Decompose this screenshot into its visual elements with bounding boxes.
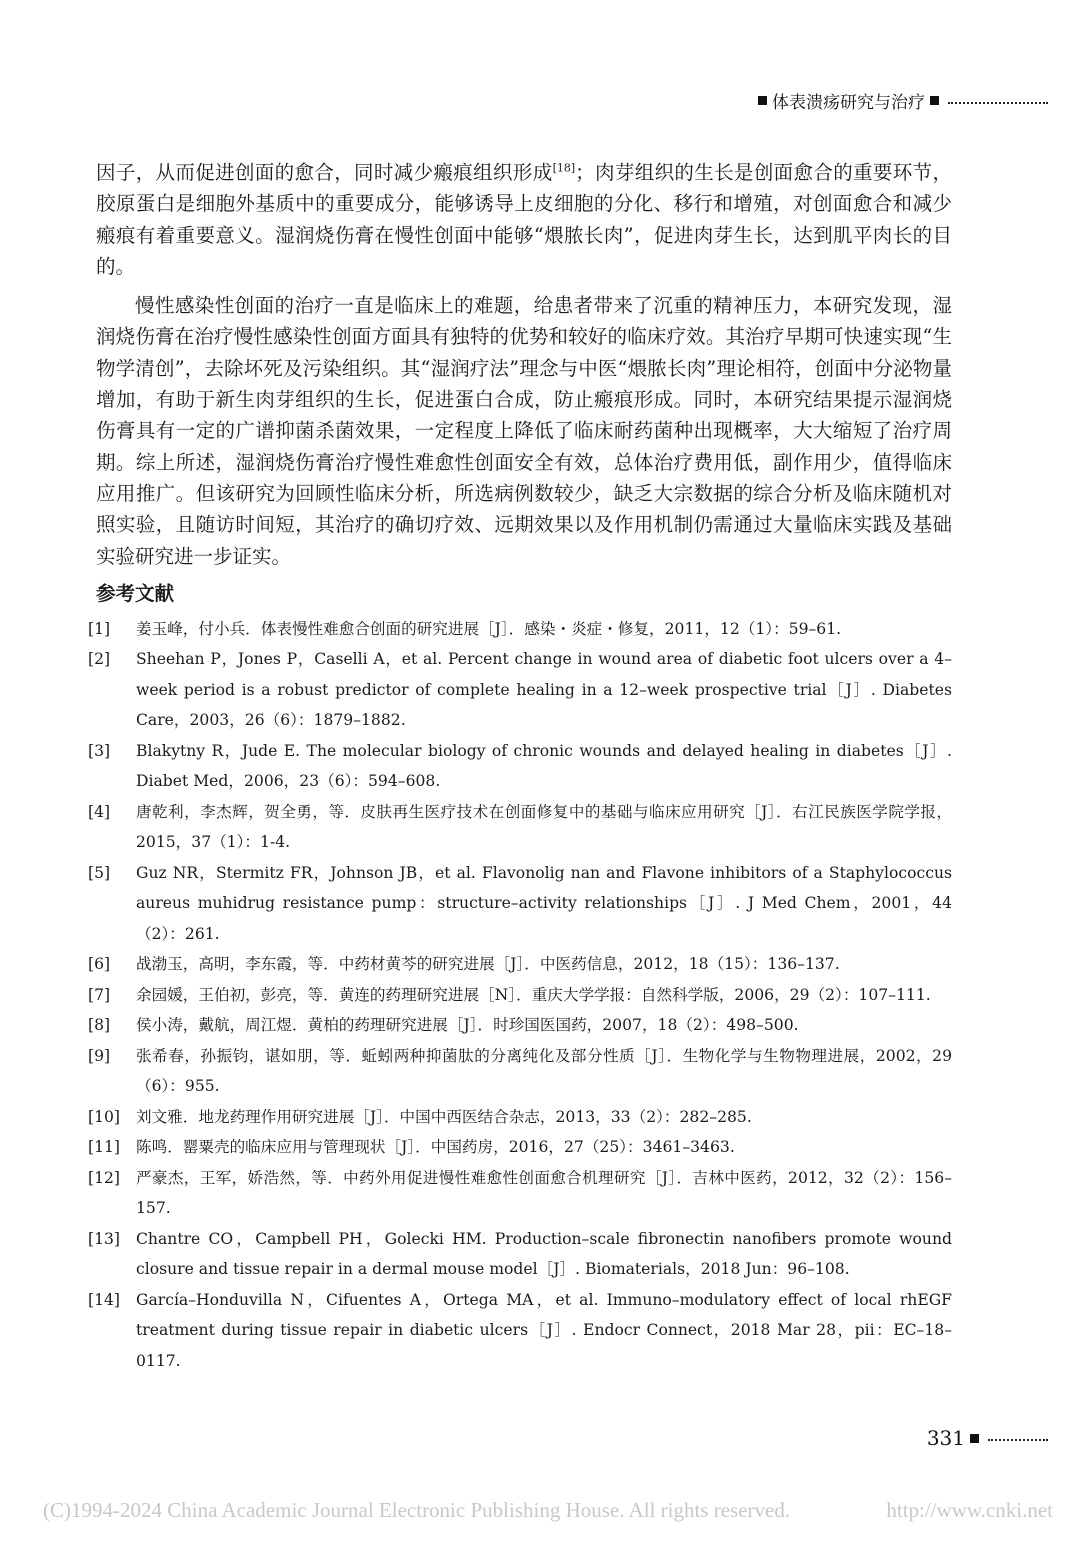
reference-item [88,797,952,858]
reference-number: [1] [88,619,111,638]
article-body [88,157,952,1376]
reference-item [88,949,952,980]
reference-text: 姜玉峰，付小兵．体表慢性难愈合创面的研究进展［J］．感染・炎症・修复，2011，12（1）：59–61. [136,619,842,638]
reference-text: 侯小涛，戴航，周江煜．黄柏的药理研究进展［J］．时珍国医国药，2007，18（2）：498–500. [136,1016,799,1035]
reference-item [88,1132,952,1163]
reference-number: [8] [88,1016,111,1035]
reference-item [88,614,952,645]
copyright-text: (C)1994-2024 China Academic Journal Electronic Publishing House. All rights reserved. [43,1498,791,1522]
reference-number: [14] [88,1290,121,1309]
reference-number: [11] [88,1138,121,1157]
section-title: 体表溃疡研究与治疗 [772,93,925,113]
reference-number: [5] [88,863,111,882]
reference-item [88,858,952,950]
reference-item [88,1224,952,1285]
square-bullet-icon [930,96,939,105]
reference-item [88,1102,952,1133]
square-bullet-icon [970,1434,979,1443]
references-heading: 参考文献 [96,581,175,605]
reference-text: 余园媛，王伯初，彭亮，等．黄连的药理研究进展［N］．重庆大学学报：自然科学版，2006，29（2）：107–111. [136,985,931,1004]
reference-item [88,980,952,1011]
paragraph-2: 慢性感染性创面的治疗一直是临床上的难题，给患者带来了沉重的精神压力，本研究发现，湿润烧伤膏在治疗慢性感染性创面方面具有独特的优势和较好的临床疗效。其治疗早期可快速实现“生物学清创”，去除坏死及污染组织。其“湿润疗法”理念与中医“煨脓长肉”理论相符，创面中分泌物量增加，有助于新生肉芽组织的生长，促进蛋白合成，防止瘢痕形成。同时，本研究结果提示湿润烧伤膏具有一定的广谱抑菌杀菌效果，一定程度上降低了临床耐药菌种出现概率，大大缩短了治疗周期。综上所述，湿润烧伤膏治疗慢性难愈性创面安全有效，总体治疗费用低，副作用少，值得临床应用推广。但该研究为回顾性临床分析，所选病例数较少，缺乏大宗数据的综合分析及临床随机对照实验，且随访时间短，其治疗的确切疗效、远期效果以及作用机制仍需通过大量临床实践及基础实验研究进一步证实。 [96,294,952,568]
reference-number: [2] [88,650,111,669]
reference-item [88,1163,952,1224]
reference-text: 陈鸣．罂粟壳的临床应用与管理现状［J］．中国药房，2016，27（25）：3461–3463. [136,1138,735,1157]
reference-number: [10] [88,1107,121,1126]
running-header [753,88,1048,113]
citation-superscript[interactable]: [18] [552,161,576,175]
reference-number: [13] [88,1229,121,1248]
reference-text: 战渤玉，高明，李东霞，等．中药材黄芩的研究进展［J］．中医药信息，2012，18（15）：136–137. [136,955,840,974]
copyright-url: http://www.cnki.net [886,1498,1053,1522]
reference-text: 刘文雅．地龙药理作用研究进展［J］．中国中西医结合杂志，2013，33（2）：282–285. [136,1107,752,1126]
reference-item [88,644,952,736]
reference-text: Sheehan P，Jones P，Caselli A，et al. Percent change in wound area of diabetic foot ulcers over a 4–week period is a robust predictor of complete healing in a 12–week prospective trial［J］. Diabetes Care，2003，26（6）：1879–1882. [136,650,952,730]
reference-number: [12] [88,1168,121,1187]
reference-text: Blakytny R，Jude E. The molecular biology of chronic wounds and delayed healing in diabetes［J］. Diabet Med，2006，23（6）：594–608. [136,741,952,791]
reference-list [88,614,952,1377]
page-footer [927,1426,1048,1450]
reference-text: Chantre CO，Campbell PH，Golecki HM. Production–scale fibronectin nanofibers promote wound closure and tissue repair in a dermal mouse model［J］. Biomaterials，2018 Jun：96–108. [136,1229,952,1279]
reference-text: 严豪杰，王军，娇浩然，等．中药外用促进慢性难愈性创面愈合机理研究［J］．吉林中医药，2012，32（2）：156–157. [136,1168,952,1218]
paragraph-text: 因子，从而促进创面的愈合，同时减少瘢痕组织形成 [96,161,553,184]
reference-number: [7] [88,985,111,1004]
reference-number: [3] [88,741,111,760]
reference-number: [4] [88,802,111,821]
dotted-rule [988,1439,1048,1441]
square-bullet-icon [758,96,767,105]
reference-text: 张希春，孙振钧，谌如朋，等．蚯蚓两种抑菌肽的分离纯化及部分性质［J］．生物化学与生物物理进展，2002，29（6）：955. [136,1046,952,1096]
reference-text: Guz NR，Stermitz FR，Johnson JB，et al. Flavonolig nan and Flavone inhibitors of a Staphylococcus aureus muhidrug resistance pump：structure–activity relationships［J］. J Med Chem，2001，44（2）：261. [136,863,952,943]
reference-item [88,1041,952,1102]
reference-item [88,736,952,797]
reference-item [88,1285,952,1377]
reference-item [88,1010,952,1041]
reference-number: [9] [88,1046,111,1065]
page-number: 331 [926,1426,965,1450]
reference-number: [6] [88,955,111,974]
paragraph-1 [96,157,952,282]
dotted-rule [948,102,1048,104]
reference-text: 唐乾利，李杰辉，贺全勇，等．皮肤再生医疗技术在创面修复中的基础与临床应用研究［J］．右江民族医学院学报，2015，37（1）：1-4. [136,802,952,852]
paragraph-text: ；肉芽组织的生长是创面愈合的重要环节，胶原蛋白是细胞外基质中的重要成分，能够诱导上皮细胞的分化、移行和增殖，对创面愈合和减少瘢痕有着重要意义。湿润烧伤膏在慢性创面中能够“煨脓长肉”，促进肉芽生长，达到肌平肉长的目的。 [96,161,952,278]
copyright-watermark [43,1498,1053,1523]
reference-text: García–Honduvilla N，Cifuentes A，Ortega MA，et al. Immuno–modulatory effect of local rhEGF treatment during tissue repair in diabetic ulcers［J］. Endocr Connect，2018 Mar 28，pii：EC–18–0117. [136,1290,952,1370]
